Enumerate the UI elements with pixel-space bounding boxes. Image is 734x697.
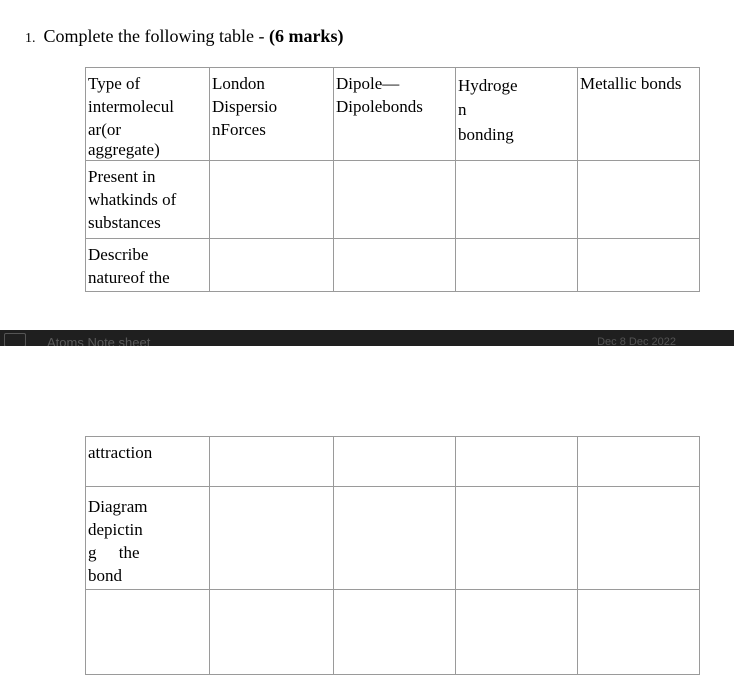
- row-label-line: depictin: [88, 520, 143, 539]
- row-label-present-in: [86, 161, 210, 239]
- document-title: Atoms Note sheet: [47, 335, 151, 346]
- header-line: Dipolebonds: [336, 97, 423, 116]
- header-line: nForces: [212, 120, 266, 139]
- answer-cell[interactable]: [334, 487, 456, 590]
- table-header-row: [86, 68, 700, 161]
- answer-cell[interactable]: [210, 161, 334, 239]
- header-line: London: [212, 74, 265, 93]
- answer-cell[interactable]: [210, 487, 334, 590]
- header-cell-dipole: [334, 68, 456, 161]
- row-label-line: attraction: [88, 443, 153, 462]
- answer-cell[interactable]: [334, 437, 456, 487]
- header-line: Dipole—: [336, 74, 400, 93]
- row-label-line: Diagram: [88, 497, 148, 516]
- answer-cell[interactable]: [334, 590, 456, 675]
- header-cell-hydrogen: [456, 68, 578, 161]
- header-line: Dispersio: [212, 97, 278, 116]
- table-row: [86, 487, 700, 590]
- answer-cell[interactable]: [456, 161, 578, 239]
- document-icon: [4, 333, 26, 346]
- header-line: bonding: [458, 125, 514, 144]
- answer-cell[interactable]: [578, 590, 700, 675]
- bonding-table-top: [85, 67, 700, 292]
- answer-cell[interactable]: [210, 590, 334, 675]
- answer-cell[interactable]: [210, 239, 334, 292]
- answer-cell[interactable]: [578, 239, 700, 292]
- header-cell-type: [86, 68, 210, 161]
- answer-cell[interactable]: [578, 161, 700, 239]
- header-cell-metallic: [578, 68, 700, 161]
- header-cell-london: [210, 68, 334, 161]
- row-label-line: bond: [88, 566, 122, 585]
- question-marks: (6 marks): [268, 26, 344, 46]
- document-title-bar: [0, 330, 734, 346]
- header-line: aggregate): [88, 140, 160, 159]
- answer-cell[interactable]: [456, 239, 578, 292]
- answer-cell[interactable]: [456, 487, 578, 590]
- row-label-line: substances: [88, 213, 161, 232]
- header-line: ar(or: [88, 120, 122, 139]
- question-text: Complete the following table -: [43, 26, 269, 46]
- answer-cell[interactable]: [578, 437, 700, 487]
- row-label-line: g the: [88, 543, 140, 562]
- answer-cell[interactable]: [456, 590, 578, 675]
- answer-cell[interactable]: [334, 239, 456, 292]
- table-row: [86, 161, 700, 239]
- answer-cell[interactable]: [210, 437, 334, 487]
- row-label-line: Present in: [88, 167, 156, 186]
- row-label-diagram: [86, 487, 210, 590]
- row-label-line: natureof the: [88, 268, 170, 287]
- document-date: Dec 8 Dec 2022: [597, 336, 676, 346]
- row-label-line: whatkinds of: [88, 190, 177, 209]
- question-number: 1.: [25, 31, 36, 46]
- bonding-table-bottom: [85, 436, 700, 675]
- question-prompt: [25, 25, 343, 50]
- answer-cell[interactable]: [456, 437, 578, 487]
- answer-cell[interactable]: [578, 487, 700, 590]
- header-line: Hydroge: [458, 76, 518, 95]
- header-line: intermolecul: [88, 97, 174, 116]
- header-line: n: [458, 100, 467, 119]
- table-row: [86, 239, 700, 292]
- table-row: [86, 437, 700, 487]
- header-line: Metallic bonds: [580, 74, 682, 93]
- header-line: Type of: [88, 74, 141, 93]
- row-label-describe: [86, 239, 210, 292]
- row-label-line: Describe: [88, 245, 149, 264]
- table-row: [86, 590, 700, 675]
- row-label-attraction: [86, 437, 210, 487]
- answer-cell[interactable]: [334, 161, 456, 239]
- row-label-empty: [86, 590, 210, 675]
